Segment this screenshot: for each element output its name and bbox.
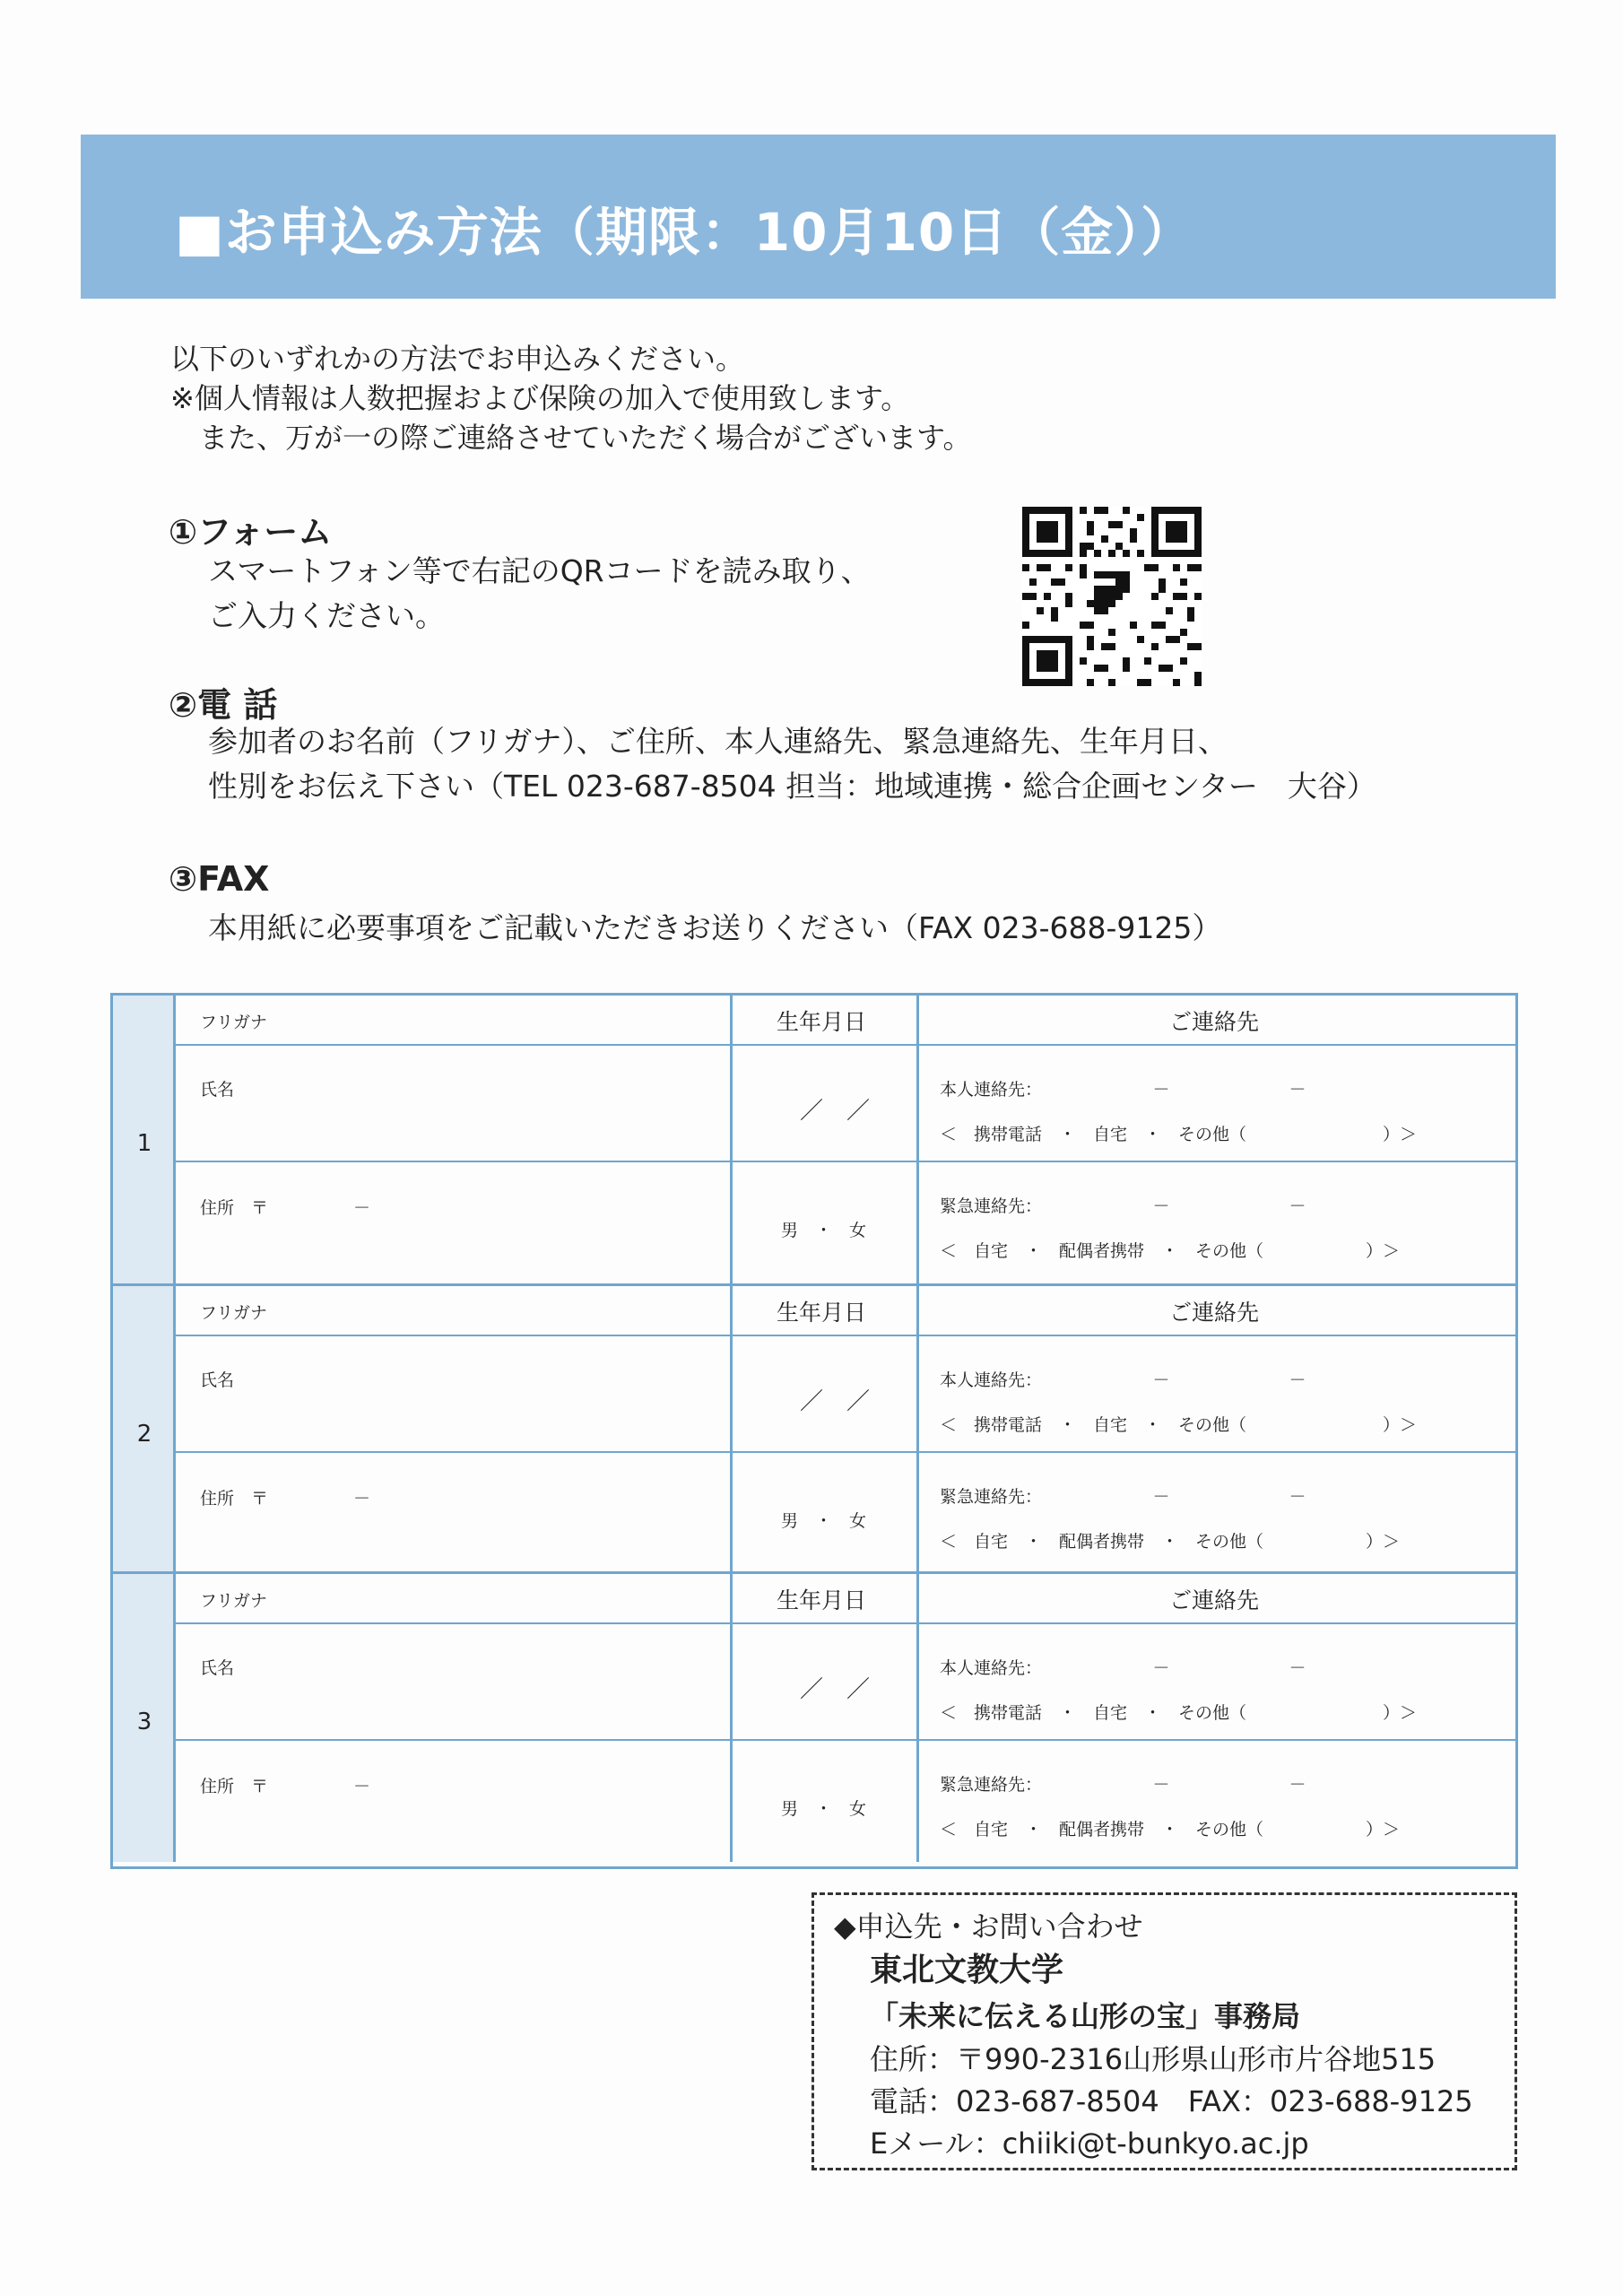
contact-phone-fax: 電話：023-687-8504 FAX：023-688-9125 (870, 2084, 1473, 2118)
emergency-contact-options: ＜ 自宅 ・ 配偶者携帯 ・ その他（ ）＞ (940, 1532, 1401, 1552)
phone-method-line: 性別をお伝え下さい（TEL 023-687-8504 担当：地域連携・総合企画センター 大谷） (208, 769, 1376, 804)
form-method-line: スマートフォン等で右記のQRコードを読み取り、 (208, 553, 871, 588)
dob-header: 生年月日 (777, 1300, 867, 1326)
entry-number: 3 (136, 1709, 152, 1735)
dob-input[interactable]: ／ ／ (800, 1388, 871, 1415)
fax-method-line: 本用紙に必要事項をご記載いただきお送りください（FAX 023-688-9125） (208, 910, 1222, 945)
page-title: ■お申込み方法（期限：10月10日（金）） (175, 202, 1194, 263)
entry-number-column (113, 1286, 176, 1574)
intro-line: ※個人情報は人数把握および保険の加入で使用致します。 (170, 381, 910, 415)
address-label: 住所 〒 － (200, 1198, 371, 1218)
name-label: 氏名 (200, 1370, 235, 1390)
address-label: 住所 〒 － (200, 1777, 371, 1796)
form-method-text (208, 549, 871, 639)
form-entry (113, 1571, 1515, 1862)
fax-method-text (208, 906, 1221, 951)
contact-email[interactable]: Eメール：chiiki@t-bunkyo.ac.jp (870, 2126, 1309, 2161)
contact-address: 住所：〒990-2316山形県山形市片谷地515 (870, 2042, 1436, 2076)
entry-number-column (113, 1574, 176, 1862)
emergency-contact-label: 緊急連絡先： － － (940, 1775, 1306, 1795)
contact-header: ご連絡先 (1169, 1009, 1260, 1035)
intro-line: 以下のいずれかの方法でお申込みください。 (170, 342, 745, 376)
name-label: 氏名 (200, 1080, 235, 1100)
contact-info-box (812, 1892, 1517, 2170)
self-contact-label: 本人連絡先： － － (940, 1080, 1306, 1100)
self-contact-options: ＜ 携帯電話 ・ 自宅 ・ その他（ ）＞ (940, 1415, 1418, 1435)
phone-method-heading: ②電 話 (169, 685, 278, 725)
gender-options: 男 ・ 女 (781, 1221, 867, 1240)
contact-heading: ◆申込先・お問い合わせ (834, 1909, 1143, 1944)
form-entry (113, 1283, 1515, 1574)
self-contact-label: 本人連絡先： － － (940, 1370, 1306, 1390)
emergency-contact-label: 緊急連絡先： － － (940, 1196, 1306, 1216)
emergency-contact-options: ＜ 自宅 ・ 配偶者携帯 ・ その他（ ）＞ (940, 1241, 1401, 1261)
entry-number: 1 (136, 1130, 152, 1157)
phone-method-line: 参加者のお名前（フリガナ）、ご住所、本人連絡先、緊急連絡先、生年月日、 (208, 724, 1228, 759)
emergency-contact-options: ＜ 自宅 ・ 配偶者携帯 ・ その他（ ）＞ (940, 1820, 1401, 1839)
form-method-heading: ①フォーム (169, 512, 333, 552)
contact-header: ご連絡先 (1169, 1587, 1260, 1613)
name-label: 氏名 (200, 1658, 235, 1678)
entry-number-column (113, 996, 176, 1283)
emergency-contact-label: 緊急連絡先： － － (940, 1487, 1306, 1507)
dob-header: 生年月日 (777, 1009, 867, 1035)
organization-name: 東北文教大学 (870, 1952, 1064, 1988)
dob-header: 生年月日 (777, 1587, 867, 1613)
furigana-label: フリガナ (200, 1013, 268, 1032)
self-contact-options: ＜ 携帯電話 ・ 自宅 ・ その他（ ）＞ (940, 1125, 1418, 1144)
gender-options: 男 ・ 女 (781, 1511, 867, 1531)
form-method-line: ご入力ください。 (208, 598, 445, 633)
dob-input[interactable]: ／ ／ (800, 1098, 871, 1125)
office-name: 「未来に伝える山形の宝」事務局 (870, 1999, 1301, 2033)
address-label: 住所 〒 － (200, 1489, 371, 1509)
dob-input[interactable]: ／ ／ (800, 1676, 871, 1703)
entry-number: 2 (136, 1421, 152, 1448)
form-entry (113, 996, 1515, 1283)
qr-code-icon[interactable] (1022, 507, 1202, 686)
contact-header: ご連絡先 (1169, 1300, 1260, 1326)
intro-text (170, 339, 971, 457)
furigana-label: フリガナ (200, 1303, 268, 1323)
application-form-table (110, 993, 1518, 1869)
self-contact-options: ＜ 携帯電話 ・ 自宅 ・ その他（ ）＞ (940, 1703, 1418, 1723)
phone-method-text (208, 719, 1376, 809)
title-banner (81, 135, 1556, 299)
intro-line: また、万が一の際ご連絡させていただく場合がございます。 (170, 421, 972, 455)
fax-method-heading: ③FAX (169, 859, 270, 899)
self-contact-label: 本人連絡先： － － (940, 1658, 1306, 1678)
gender-options: 男 ・ 女 (781, 1799, 867, 1819)
furigana-label: フリガナ (200, 1591, 268, 1611)
